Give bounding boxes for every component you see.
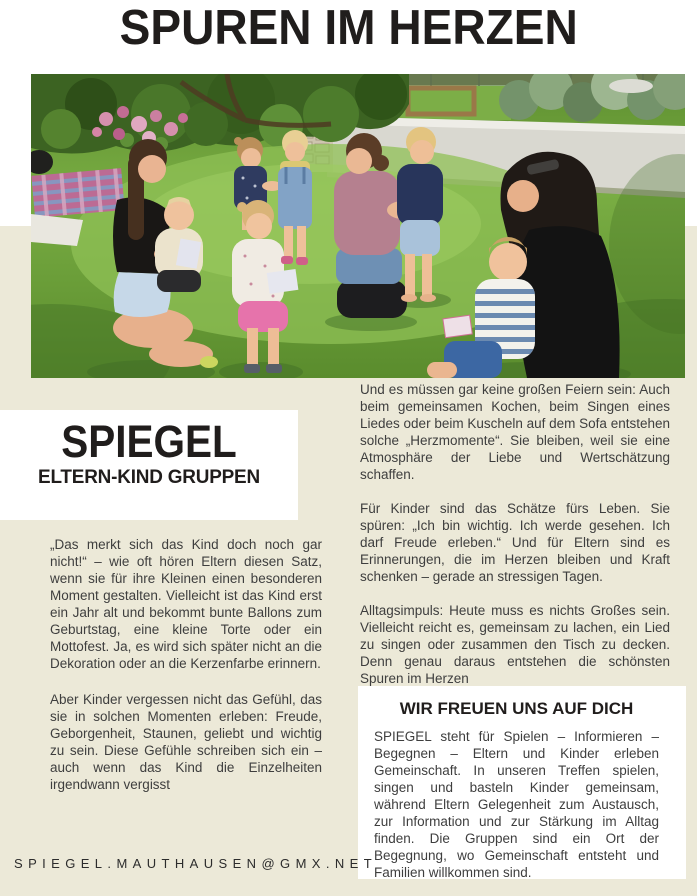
- right-paragraph-3: Alltagsimpuls: Heute muss es nichts Großes sein. Vielleicht reicht es, gemeinsam zu lachen, ein Lied zu singen oder zusammen den Tisch zu decken. Denn genau daraus entstehen die schönsten Spuren im Herzen: [360, 603, 670, 686]
- spiegel-subheading: ELTERN-KIND GRUPPEN: [38, 466, 260, 488]
- photo-picnic-blanket: [31, 168, 124, 218]
- left-column-text: [50, 536, 322, 812]
- right-column-text: [360, 381, 670, 704]
- page-title: [0, 2, 697, 54]
- spiegel-title-box: [0, 410, 298, 520]
- welcome-heading: WIR FREUEN UNS AUF DICH: [399, 699, 634, 718]
- right-paragraph-2: Für Kinder sind das Schätze fürs Leben. Sie spüren: „Ich bin wichtig. Ich werde gesehen. Ich darf Freude erleben.“ Und für Eltern sind es Erinnerungen, die im Herzen bleiben und Kraft schenken – gerade an stressigen Tagen.: [360, 501, 670, 584]
- right-paragraph-1: Und es müssen gar keine großen Feiern sein: Auch beim gemeinsamen Kochen, beim Singen eines Liedes oder beim Kuscheln auf dem Sofa entstehen solche „Herzmomente“. Sie bleiben, weil sie eine Atmosphäre der Liebe und Wertschätzung schaffen.: [360, 382, 670, 482]
- group-photo: [31, 74, 685, 378]
- photo-background: [361, 74, 685, 122]
- email-address: SPIEGEL.MAUTHAUSEN@GMX.NET: [14, 856, 378, 871]
- welcome-box: [358, 686, 686, 879]
- welcome-body: SPIEGEL steht für Spielen – Informieren – Begegnen – Eltern und Kinder erleben Gemeinschaft. In unseren Treffen spielen, singen und basteln Kinder gemeinsam, während Eltern Gelegenheit zum Austausch, zur Information und zur Stärkung im Alltag finden. Die Gruppen sind ein Ort der Begegnung, wo Gemeinschaft entsteht und Familien willkommen sind.: [374, 729, 659, 880]
- left-paragraph-1: „Das merkt sich das Kind doch noch gar nicht!“ – wie oft hören Eltern diesen Satz, wenn sie für ihre Kleinen einen besonderen Moment gestalten. Vielleicht ist das Kind erst ein Jahr alt und bekommt bunte Ballons zum Geburtstag, eine kleine Torte oder ein Mottofest. Ja, es wird sich später nicht an die Dekoration oder an die Kerzenfarbe erinnern.: [50, 537, 322, 671]
- page-title-text: SPUREN IM HERZEN: [119, 1, 578, 55]
- spiegel-heading: SPIEGEL: [61, 416, 237, 467]
- left-paragraph-2: Aber Kinder vergessen nicht das Gefühl, das sie in solchen Momenten erleben: Freude, Geborgenheit, Staunen, geliebt und wichtig zu sein. Diese Gefühle schreiben sich ein – auch wenn das Kind die Einzelheiten irgendwann vergisst: [50, 692, 322, 792]
- garden-scene-illustration: [31, 74, 685, 378]
